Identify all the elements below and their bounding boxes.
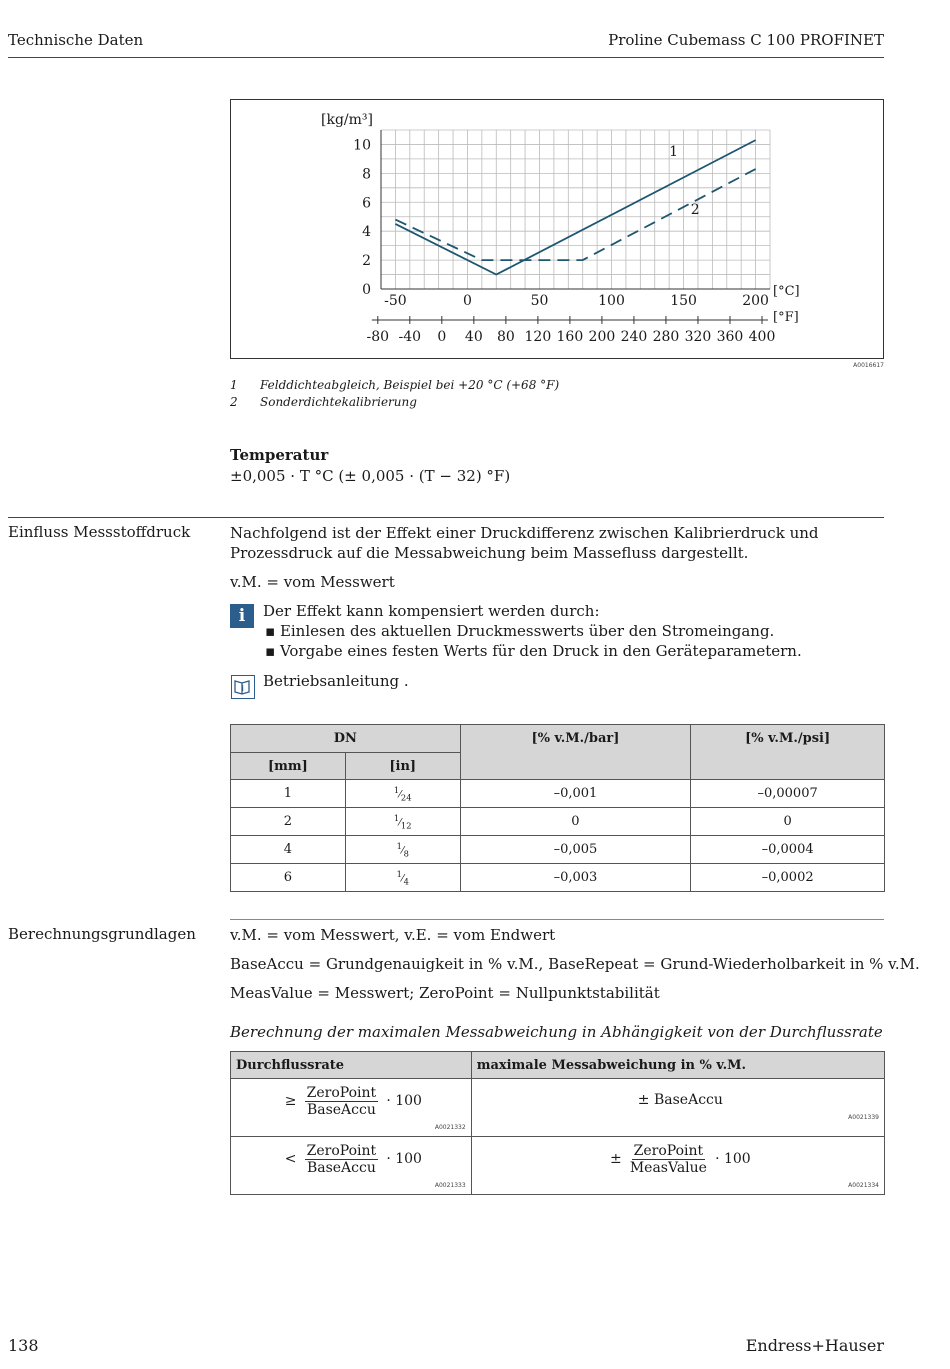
series-line-1: [395, 140, 755, 274]
header-durchflussrate: Durchflussrate: [231, 1052, 472, 1079]
y-tick-label: 0: [362, 282, 371, 298]
table-row: [231, 780, 885, 808]
cell-in: [345, 864, 460, 892]
header-dn: DN: [231, 725, 461, 753]
temperatur-title: Temperatur: [230, 446, 329, 464]
result-text: ± BaseAccu: [637, 1092, 723, 1108]
cell-bar: –0,001: [460, 780, 691, 808]
formula-operator: ≥: [284, 1093, 297, 1109]
cell-mm: 1: [231, 780, 346, 808]
fraction-numerator: 1: [393, 812, 400, 823]
cell-psi: –0,0002: [691, 864, 885, 892]
formula-id: A0021339: [848, 1114, 879, 1121]
f-tick-label: 280: [652, 329, 680, 345]
fraction-numerator: ZeroPoint: [306, 1085, 377, 1101]
legend-num: 1: [230, 378, 238, 392]
y-tick-label: 8: [362, 166, 371, 183]
manual-book-icon: [231, 675, 255, 699]
info-bullet-text: Vorgabe eines festen Werts für den Druck in den Geräteparametern.: [279, 642, 802, 660]
cell-in: [345, 780, 460, 808]
y-tick-label: 4: [362, 224, 371, 241]
cell-psi: –0,00007: [691, 780, 885, 808]
formula-fraction: [305, 1085, 379, 1118]
result-cell: [471, 1079, 884, 1137]
f-tick-label: -40: [398, 329, 422, 345]
berechnung-line3: MeasValue = Messwert; ZeroPoint = Nullpunktstabilität: [230, 984, 660, 1002]
f-tick-label: -80: [366, 329, 390, 345]
f-tick-label: 240: [620, 329, 648, 345]
chart-frame: [230, 99, 884, 359]
pressure-effect-table: [230, 724, 885, 892]
series-label: 1: [669, 144, 679, 161]
fraction-denominator: BaseAccu: [306, 1102, 376, 1118]
x-tick-label: 50: [530, 293, 549, 309]
einfluss-intro: Nachfolgend ist der Effekt einer Druckdifferenz zwischen Kalibrierdruck und Prozessdruck auf die Messabweichung beim Massefluss dargestellt.: [230, 524, 819, 562]
x-tick-label: 0: [462, 293, 472, 309]
f-tick-label: 400: [748, 329, 776, 345]
calc-table: [230, 1051, 885, 1195]
table-row: [231, 1079, 885, 1137]
page-number: 138: [8, 1336, 39, 1355]
fraction-numerator: 1: [396, 840, 402, 851]
table-row: [231, 864, 885, 892]
figure-id: A0016617: [853, 362, 884, 369]
einfluss-vm: v.M. = vom Messwert: [230, 573, 395, 591]
formula-fraction: [630, 1143, 707, 1176]
header-bar: [% v.M./bar]: [460, 725, 691, 780]
f-axis-label: [°F]: [773, 310, 799, 325]
header-mm: [mm]: [231, 753, 346, 780]
formula-multiplier: · 100: [715, 1151, 751, 1167]
formula-operator: ±: [609, 1151, 622, 1167]
cell-in: [345, 808, 460, 836]
y-tick-label: 6: [362, 195, 371, 212]
cell-bar: –0,003: [460, 864, 691, 892]
formula-fraction: [305, 1143, 379, 1176]
berechnung-line2: BaseAccu = Grundgenauigkeit in % v.M., BaseRepeat = Grund-Wiederholbarkeit in % v.M.: [230, 955, 920, 973]
f-tick-label: 40: [464, 329, 483, 345]
x-tick-label: 100: [598, 293, 625, 309]
f-tick-label: 0: [437, 329, 447, 345]
info-bullet: ▪ Vorgabe eines festen Werts für den Druck in den Geräteparametern.: [265, 642, 802, 660]
fraction-denominator: BaseAccu: [306, 1160, 376, 1176]
fraction-denominator: 4: [403, 876, 409, 887]
cell-psi: 0: [691, 808, 885, 836]
table-row: [231, 1137, 885, 1195]
cell-bar: –0,005: [460, 836, 691, 864]
series-line-2: [395, 169, 755, 260]
berechnung-line1: v.M. = vom Messwert, v.E. = vom Endwert: [230, 926, 556, 944]
cell-in: [345, 836, 460, 864]
cell-mm: 2: [231, 808, 346, 836]
formula-id: A0021334: [848, 1182, 879, 1189]
formula-multiplier: · 100: [386, 1093, 422, 1109]
fraction-denominator: MeasValue: [629, 1160, 707, 1176]
inch-fraction: $^1⁄_4$: [396, 868, 409, 887]
info-bullet: ▪ Einlesen des aktuellen Druckmesswerts über den Stromeingang.: [265, 622, 775, 640]
inch-fraction: $^1⁄_{12}$: [393, 812, 412, 831]
section-rule: [230, 919, 884, 920]
legend-item: [230, 378, 559, 392]
fraction-numerator: ZeroPoint: [633, 1143, 704, 1159]
series-label: 2: [690, 201, 700, 218]
f-tick-label: 120: [524, 329, 552, 345]
cell-psi: –0,0004: [691, 836, 885, 864]
x-tick-label: 150: [670, 293, 697, 309]
svg-text:i: i: [241, 684, 244, 693]
fraction-numerator: 1: [393, 784, 400, 795]
info-title: Der Effekt kann kompensiert werden durch:: [263, 602, 600, 620]
legend-text: Felddichteabgleich, Beispiel bei +20 °C (+68 °F): [260, 378, 560, 392]
section-label-berechnung: Berechnungsgrundlagen: [8, 925, 196, 943]
formula-operator: <: [284, 1151, 297, 1167]
berechnung-caption: Berechnung der maximalen Messabweichung in Abhängigkeit von der Durchflussrate: [230, 1023, 883, 1041]
header-max-abweichung: maximale Messabweichung in % v.M.: [471, 1052, 884, 1079]
formula-id: A0021332: [434, 1124, 466, 1131]
f-tick-label: 200: [588, 329, 616, 345]
header-psi: [% v.M./psi]: [691, 725, 885, 780]
formula-cell: [231, 1079, 472, 1137]
x-tick-label: 200: [742, 293, 769, 309]
section-label-einfluss: Einfluss Messstoffdruck: [8, 523, 191, 541]
y-tick-label: 10: [353, 137, 371, 154]
fraction-denominator: 24: [400, 792, 412, 803]
info-bullet-text: Einlesen des aktuellen Druckmesswerts über den Stromeingang.: [279, 622, 775, 640]
section-rule: [8, 517, 884, 518]
footer-brand: Endress+Hauser: [745, 1336, 884, 1355]
header-rule: [8, 57, 884, 58]
x-axis-label: [°C]: [773, 284, 800, 299]
fraction-denominator: 8: [403, 848, 409, 859]
fraction-numerator: 1: [396, 868, 402, 879]
cell-mm: 6: [231, 864, 346, 892]
formula-cell: [231, 1137, 472, 1195]
f-tick-label: 360: [716, 329, 744, 345]
formula-multiplier: · 100: [386, 1151, 422, 1167]
header-right: Proline Cubemass C 100 PROFINET: [608, 31, 884, 49]
inch-fraction: $^1⁄_{24}$: [393, 784, 412, 803]
inch-fraction: $^1⁄_8$: [396, 840, 409, 859]
legend-text: Sonderdichtekalibrierung: [260, 395, 417, 409]
result-cell: [471, 1137, 884, 1195]
x-tick-label: -50: [384, 293, 407, 309]
header-left: Technische Daten: [8, 31, 144, 49]
temperatur-formula: ±0,005 · T °C (± 0,005 · (T − 32) °F): [230, 467, 511, 485]
table-row: [231, 836, 885, 864]
legend-num: 2: [230, 395, 238, 409]
f-tick-label: 80: [496, 329, 515, 345]
f-tick-label: 160: [556, 329, 584, 345]
density-chart: [231, 100, 883, 358]
cell-mm: 4: [231, 836, 346, 864]
header-in: [in]: [345, 753, 460, 780]
manual-reference: Betriebsanleitung .: [263, 672, 409, 690]
y-tick-label: 2: [362, 253, 371, 270]
formula-id: A0021333: [434, 1182, 466, 1189]
fraction-numerator: ZeroPoint: [306, 1143, 377, 1159]
f-tick-label: 320: [684, 329, 712, 345]
info-icon: i: [230, 604, 254, 628]
fraction-denominator: 12: [400, 820, 412, 831]
table-row: [231, 808, 885, 836]
y-axis-label: [kg/m³]: [321, 112, 373, 128]
cell-bar: 0: [460, 808, 691, 836]
legend-item: [230, 395, 417, 409]
